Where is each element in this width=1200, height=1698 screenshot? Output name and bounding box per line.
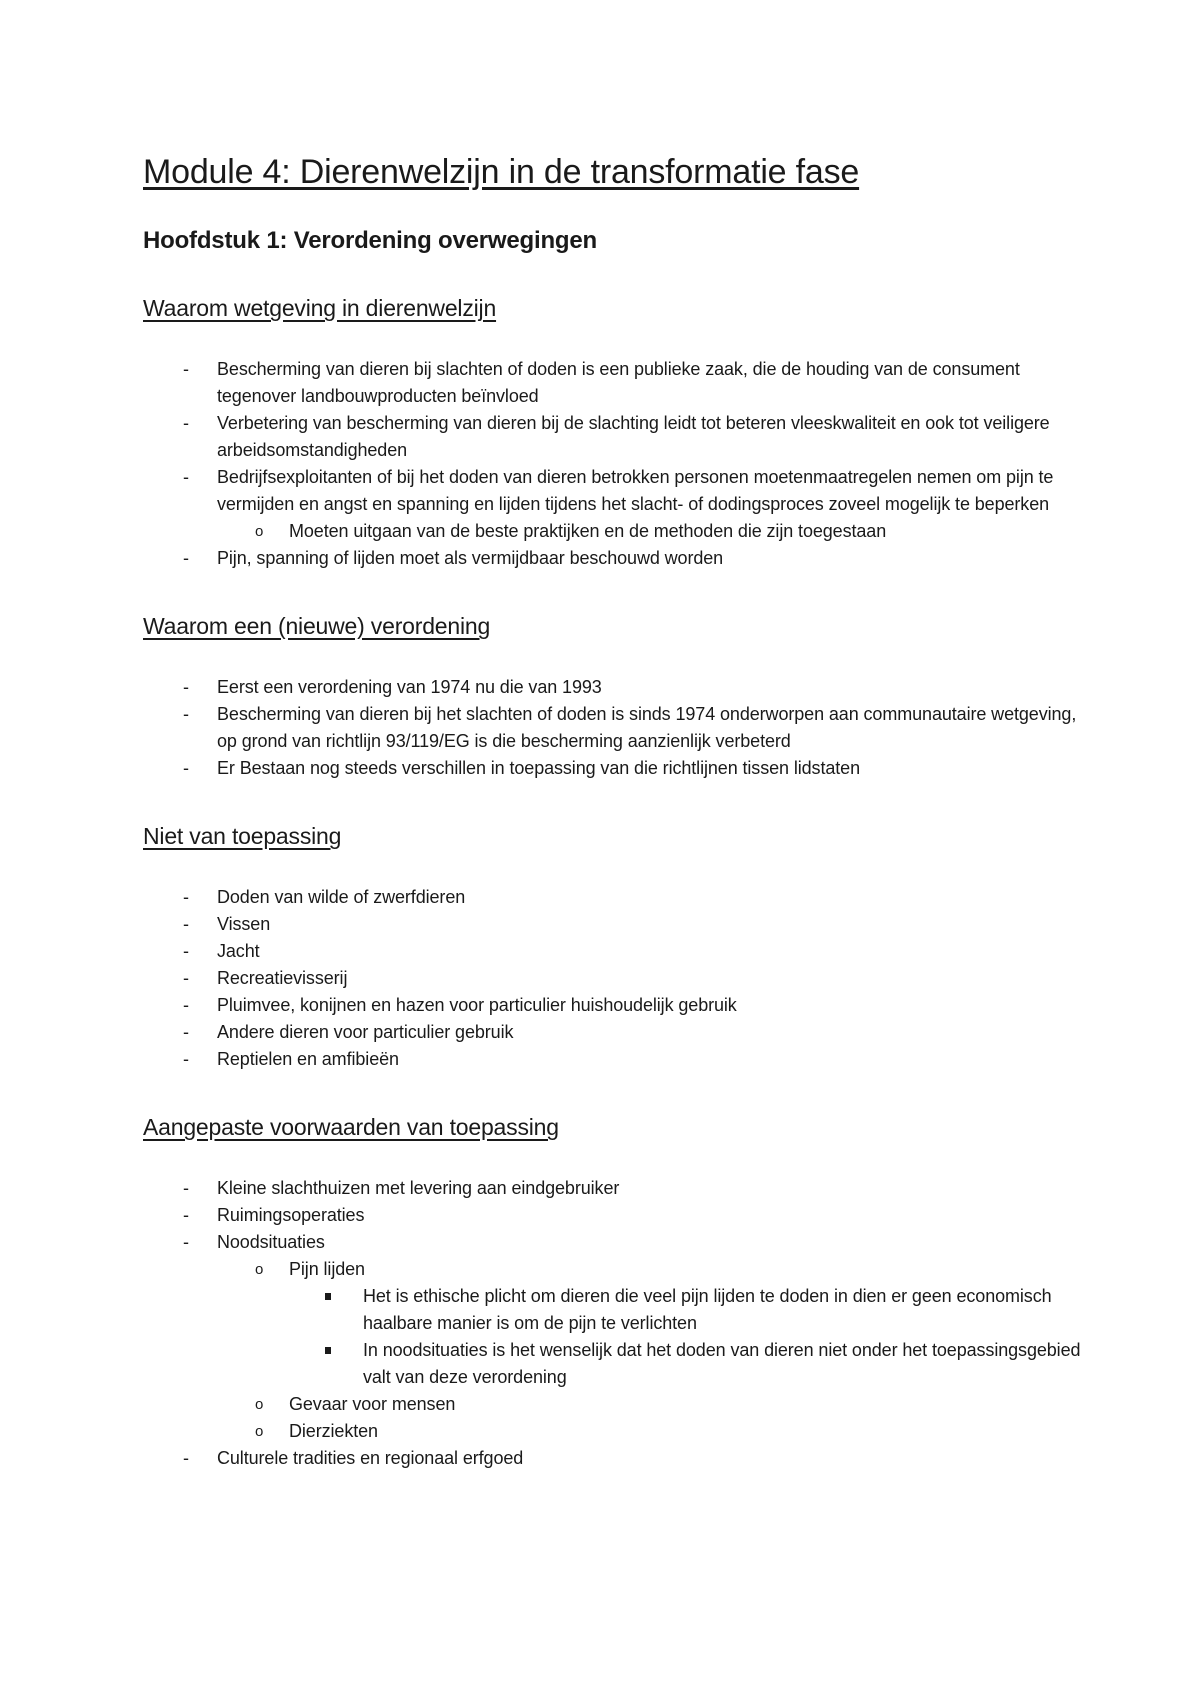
dash-bullet: - [183,995,189,1015]
list-item: - Doden van wilde of zwerfdieren [143,884,1083,911]
sub-list-item: o Gevaar voor mensen [217,1391,1083,1418]
section-heading-niet-van-toepassing: Niet van toepassing [143,823,342,849]
list-item: - Noodsituaties o Pijn lijden Het is ethische plicht om dieren die veel pijn lijden te doden in dien er geen economisch haalbare manier is om de pijn te verlichten In noodsituaties is het wenselijk dat het doden van dieren niet onder het toepassingsgebied valt van deze verordening o Gevaar voor mensen o Dierziekten [143,1229,1083,1445]
dash-bullet: - [183,677,189,697]
list-item: - Recreatievisserij [143,965,1083,992]
sub-list-item: o Pijn lijden Het is ethische plicht om dieren die veel pijn lijden te doden in dien er geen economisch haalbare manier is om de pijn te verlichten In noodsituaties is het wenselijk dat het doden van dieren niet onder het toepassingsgebied valt van deze verordening [217,1256,1083,1391]
bullet-list [143,674,1083,782]
circle-bullet: o [255,1261,264,1278]
bullet-list [143,1175,1083,1472]
dash-bullet: - [183,467,189,487]
module-title: Module 4: Dierenwelzijn in de transformatie fase [143,153,860,191]
section-heading-waarom-wetgeving: Waarom wetgeving in dierenwelzijn [143,295,497,321]
dash-bullet: - [183,548,189,568]
dash-bullet: - [183,359,189,379]
sub-sub-list-item: Het is ethische plicht om dieren die veel pijn lijden te doden in dien er geen economisch haalbare manier is om de pijn te verlichten [289,1283,1083,1337]
dash-bullet: - [183,704,189,724]
circle-bullet: o [255,523,264,540]
dash-bullet: - [183,1178,189,1198]
list-item: - Bedrijfsexploitanten of bij het doden van dieren betrokken personen moetenmaatregelen nemen om pijn te vermijden en angst en spanning en lijden tijdens het slacht- of dodingsproces zoveel mogelijk te beperken o Moeten uitgaan van de beste praktijken en de methoden die zijn toegestaan [143,464,1083,545]
sub-list-item: o Dierziekten [217,1418,1083,1445]
list-item: - Ruimingsoperaties [143,1202,1083,1229]
list-item: - Culturele tradities en regionaal erfgoed [143,1445,1083,1472]
dash-bullet: - [183,1448,189,1468]
sub-list [217,1256,1083,1445]
list-item: - Reptielen en amfibieën [143,1046,1083,1073]
dash-bullet: - [183,1232,189,1252]
sub-list-item: o Moeten uitgaan van de beste praktijken en de methoden die zijn toegestaan [217,518,1083,545]
list-item: - Er Bestaan nog steeds verschillen in toepassing van die richtlijnen tissen lidstaten [143,755,1083,782]
sub-sub-list [289,1283,1083,1391]
list-item: - Kleine slachthuizen met levering aan eindgebruiker [143,1175,1083,1202]
dash-bullet: - [183,1205,189,1225]
list-item: - Verbetering van bescherming van dieren bij de slachting leidt tot beteren vleeskwaliteit en ook tot veiligere arbeidsomstandigheden [143,410,1083,464]
dash-bullet: - [183,914,189,934]
square-bullet-icon [325,1347,331,1354]
dash-bullet: - [183,1049,189,1069]
bullet-list [143,884,1083,1073]
dash-bullet: - [183,887,189,907]
list-item: - Bescherming van dieren bij het slachten of doden is sinds 1974 onderworpen aan communautaire wetgeving, op grond van richtlijn 93/119/EG is die bescherming aanzienlijk verbeterd [143,701,1083,755]
square-bullet-icon [325,1293,331,1300]
circle-bullet: o [255,1423,264,1440]
dash-bullet: - [183,968,189,988]
document-content [143,150,1083,1472]
circle-bullet: o [255,1396,264,1413]
dash-bullet: - [183,941,189,961]
dash-bullet: - [183,413,189,433]
dash-bullet: - [183,758,189,778]
list-item: - Bescherming van dieren bij slachten of doden is een publieke zaak, die de houding van de consument tegenover landbouwproducten beïnvloed [143,356,1083,410]
list-item: - Eerst een verordening van 1974 nu die van 1993 [143,674,1083,701]
section-heading-nieuwe-verordening: Waarom een (nieuwe) verordening [143,613,491,639]
list-item: - Vissen [143,911,1083,938]
list-item: - Jacht [143,938,1083,965]
list-item: - Pluimvee, konijnen en hazen voor particulier huishoudelijk gebruik [143,992,1083,1019]
bullet-list [143,356,1083,572]
list-item: - Andere dieren voor particulier gebruik [143,1019,1083,1046]
list-item: - Pijn, spanning of lijden moet als vermijdbaar beschouwd worden [143,545,1083,572]
chapter-heading: Hoofdstuk 1: Verordening overwegingen [143,227,597,254]
dash-bullet: - [183,1022,189,1042]
sub-list [217,518,1083,545]
section-heading-aangepaste-voorwaarden: Aangepaste voorwaarden van toepassing [143,1114,559,1140]
sub-sub-list-item: In noodsituaties is het wenselijk dat het doden van dieren niet onder het toepassingsgebied valt van deze verordening [289,1337,1083,1391]
